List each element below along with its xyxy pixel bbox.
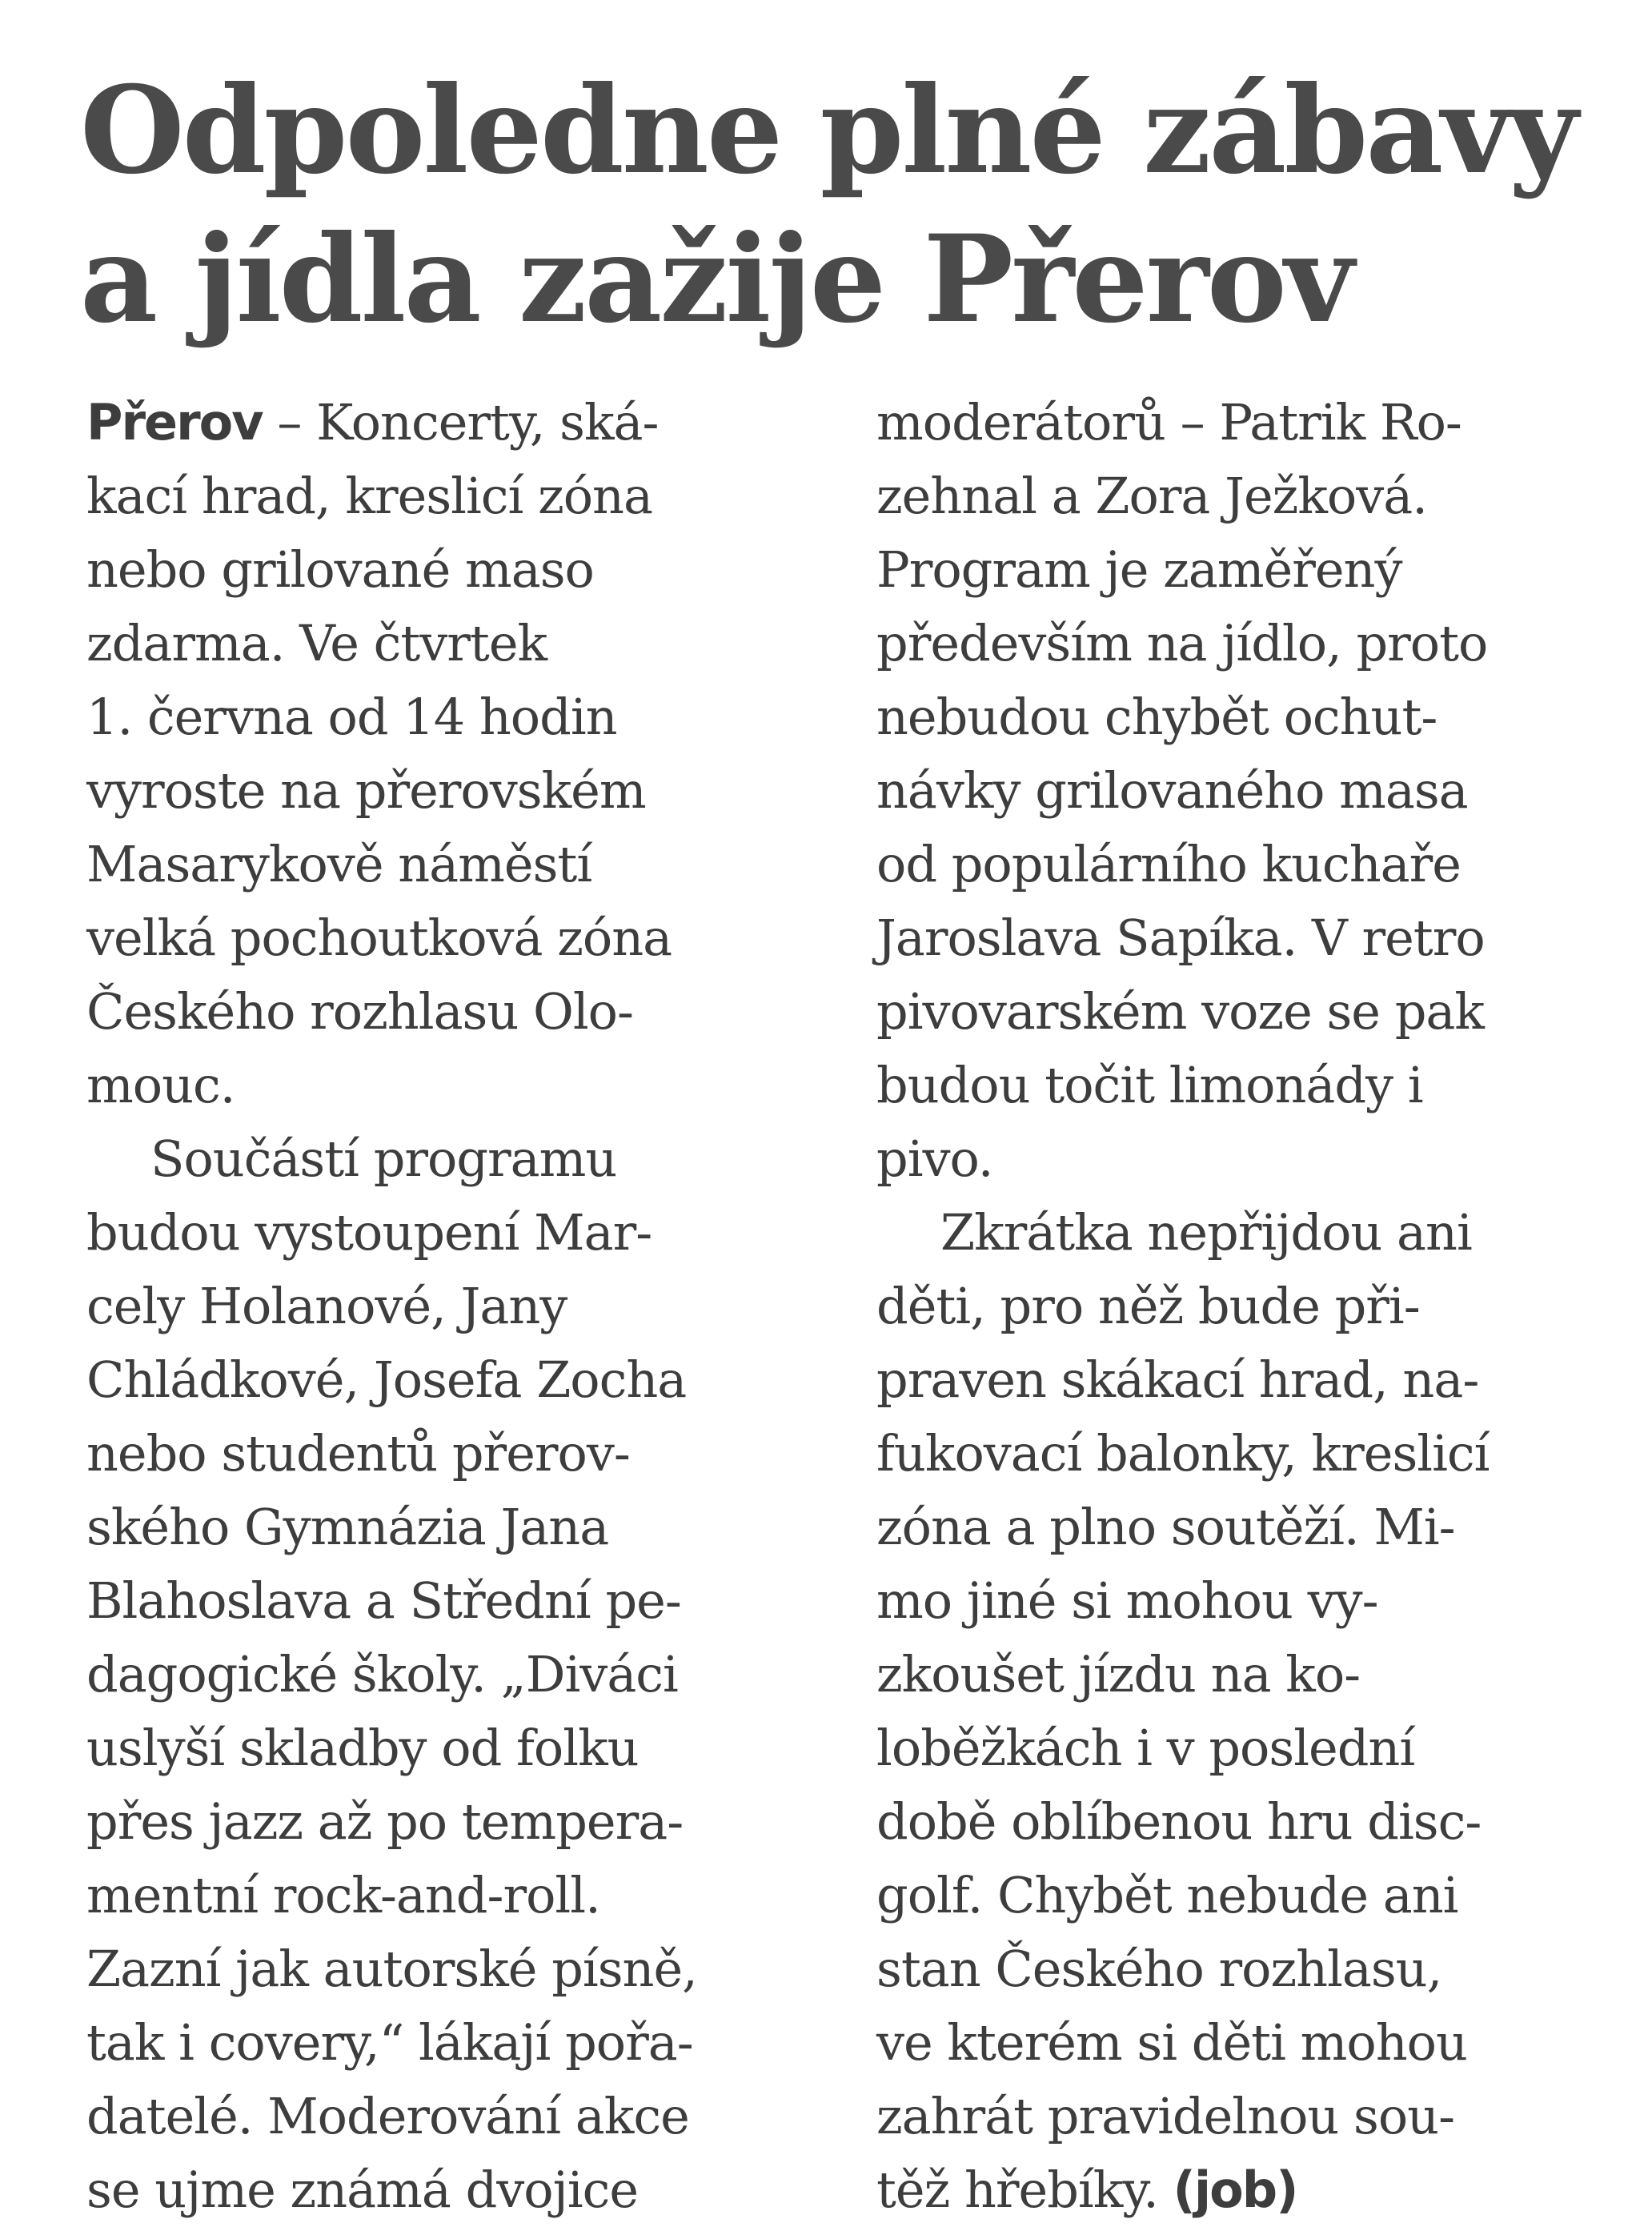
dateline: Přerov: [86, 393, 263, 451]
text-line: uslyší skladby od folku: [86, 1719, 639, 1777]
text-line: velká pochoutková zóna: [86, 909, 672, 967]
text-line: mentní rock-and-roll.: [86, 1866, 600, 1924]
text-line: budou točit limonády i: [876, 1056, 1423, 1114]
text-line: moderátorů – Patrik Ro-: [876, 393, 1462, 451]
text-line: golf. Chybět nebude ani: [876, 1866, 1458, 1924]
text-line: zahrát pravidelnou sou-: [876, 2087, 1455, 2145]
article-headline: [80, 56, 1601, 354]
article-column-right: [876, 386, 1613, 2227]
text-line: přes jazz až po tempera-: [86, 1792, 684, 1851]
text-line: nebo studentů přerov-: [86, 1424, 630, 1483]
headline-line-2: a jídla zažije Přerov: [80, 209, 1352, 350]
text-line: budou vystoupení Mar-: [86, 1203, 652, 1262]
text-line: děti, pro něž bude při-: [876, 1277, 1420, 1335]
text-line: Zkrátka nepřijdou ani: [940, 1203, 1472, 1262]
text-line-content: těž hřebíky.: [876, 2161, 1173, 2219]
article-column-left: [86, 386, 823, 2227]
text-line: [876, 2153, 1613, 2227]
text-line-content: – Koncerty, ská-: [262, 393, 659, 451]
text-line: především na jídlo, proto: [876, 614, 1488, 672]
text-line: Program je zaměřený: [876, 540, 1402, 599]
text-line: zóna a plno soutěží. Mi-: [876, 1498, 1455, 1556]
text-line: kací hrad, kreslicí zóna: [86, 467, 652, 525]
text-line: nebo grilované maso: [86, 540, 594, 599]
text-line: zdarma. Ve čtvrtek: [86, 614, 547, 672]
text-line: Blahoslava a Střední pe-: [86, 1571, 681, 1630]
text-line: vyroste na přerovském: [86, 761, 646, 820]
text-line: dagogické školy. „Diváci: [86, 1645, 678, 1703]
text-line: Součástí programu: [150, 1130, 617, 1188]
text-line: Jaroslava Sapíka. V retro: [876, 909, 1485, 967]
text-line: 1. června od 14 hodin: [86, 688, 617, 746]
author-signoff: (job): [1173, 2161, 1297, 2219]
text-line: cely Holanové, Jany: [86, 1277, 567, 1335]
text-line: se ujme známá dvojice: [86, 2161, 639, 2219]
text-line: tak i covery,“ lákají pořa-: [86, 2013, 693, 2072]
text-line: Zazní jak autorské písně,: [86, 1940, 697, 1998]
text-line: Českého rozhlasu Olo-: [86, 982, 633, 1041]
text-line: loběžkách i v poslední: [876, 1719, 1415, 1777]
text-line: mo jiné si mohou vy-: [876, 1571, 1378, 1630]
text-line: [86, 386, 823, 459]
text-line: zehnal a Zora Ježková.: [876, 467, 1427, 525]
text-line: ského Gymnázia Jana: [86, 1498, 609, 1556]
text-line: pivovarském voze se pak: [876, 982, 1484, 1041]
text-line: zkoušet jízdu na ko-: [876, 1645, 1361, 1703]
text-line: ve kterém si děti mohou: [876, 2013, 1467, 2072]
headline-line-1: Odpoledne plné zábavy: [80, 60, 1576, 201]
text-line: Chládkové, Josefa Zocha: [86, 1350, 687, 1409]
text-line: praven skákací hrad, na-: [876, 1350, 1479, 1409]
text-line: nebudou chybět ochut-: [876, 688, 1437, 746]
text-line: od populárního kuchaře: [876, 835, 1461, 893]
text-line: pivo.: [876, 1130, 993, 1188]
text-line: návky grilovaného masa: [876, 761, 1468, 820]
text-line: stan Českého rozhlasu,: [876, 1940, 1442, 1998]
text-line: době oblíbenou hru disc-: [876, 1792, 1482, 1851]
text-line: fukovací balonky, kreslicí: [876, 1424, 1490, 1483]
text-line: mouc.: [86, 1056, 235, 1114]
text-line: Masarykově náměstí: [86, 835, 592, 893]
text-line: datelé. Moderování akce: [86, 2087, 689, 2145]
